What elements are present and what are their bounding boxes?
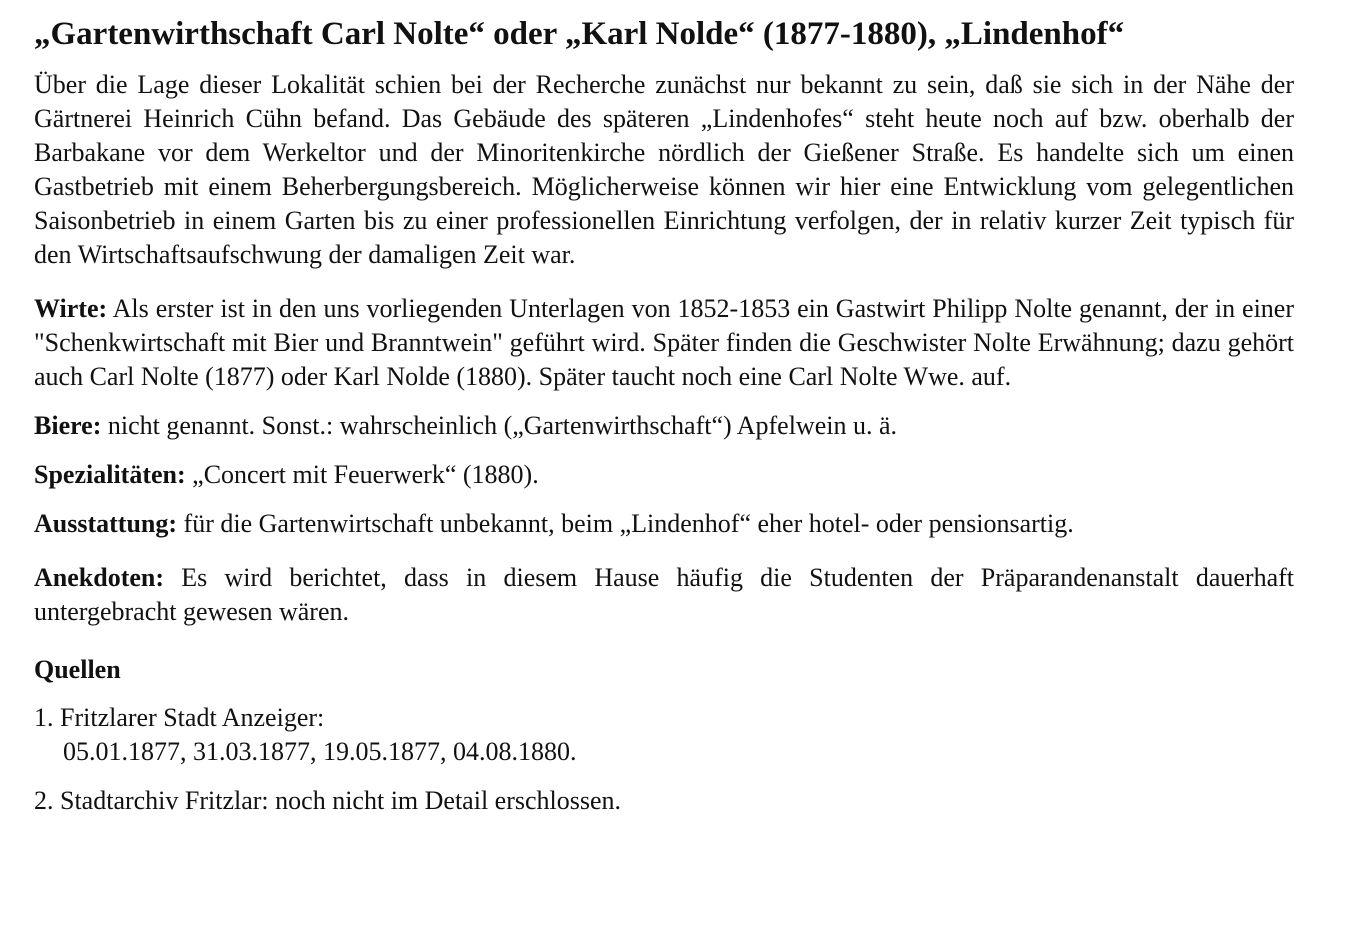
anekdoten-label: Anekdoten: — [34, 563, 165, 592]
biere-paragraph — [34, 409, 1294, 443]
spezialitaeten-label: Spezialitäten: — [34, 460, 186, 489]
source-item — [34, 784, 1294, 818]
ausstattung-paragraph — [34, 507, 1294, 541]
source-item-line: 1. Fritzlarer Stadt Anzeiger: — [34, 703, 325, 732]
ausstattung-text: für die Gartenwirtschaft unbekannt, beim „Lindenhof“ eher hotel- oder pensionsartig. — [177, 509, 1074, 538]
biere-text: nicht genannt. Sonst.: wahrscheinlich („Gartenwirthschaft“) Apfelwein u. ä. — [101, 411, 898, 440]
spezialitaeten-paragraph — [34, 458, 1294, 492]
source-item — [34, 701, 1294, 769]
sources-heading: Quellen — [34, 655, 121, 684]
source-item-line: 2. Stadtarchiv Fritzlar: noch nicht im Detail erschlossen. — [34, 786, 622, 815]
document-title: „Gartenwirthschaft Carl Nolte“ oder „Karl Nolde“ (1877-1880), „Lindenhof“ — [34, 16, 1125, 52]
biere-label: Biere: — [34, 411, 102, 440]
ausstattung-label: Ausstattung: — [34, 509, 178, 538]
wirte-text: Als erster ist in den uns vorliegenden Unterlagen von 1852-1853 ein Gastwirt Philipp Nolte genannt, der in einer "Schenkwirtschaft mit Bier und Branntwein" geführt wird. Später finden die Geschwister Nolte Erwähnung; dazu gehört auch Carl Nolte (1877) oder Karl Nolde (1880). Später taucht noch eine Carl Nolte Wwe. auf. — [34, 294, 1294, 391]
wirte-label: Wirte: — [34, 294, 108, 323]
anekdoten-paragraph — [34, 561, 1294, 629]
intro-paragraph: Über die Lage dieser Lokalität schien bei der Recherche zunächst nur bekannt zu sein, daß sie sich in der Nähe der Gärtnerei Heinrich Cühn befand. Das Gebäude des späteren „Lindenhofes“ steht heute noch auf bzw. oberhalb der Barbakane vor dem Werkeltor und der Minoritenkirche nördlich der Gießener Straße. Es handelte sich um einen Gastbetrieb mit einem Beherbergungsbereich. Möglicherweise können wir hier eine Entwicklung vom gelegentlichen Saisonbetrieb in einem Garten bis zu einer professionellen Einrichtung verfolgen, der in relativ kurzer Zeit typisch für den Wirtschaftsaufschwung der damaligen Zeit war. — [34, 70, 1294, 269]
anekdoten-text: Es wird berichtet, dass in diesem Hause häufig die Studenten der Präparandenanstalt dauerhaft untergebracht gewesen wären. — [34, 563, 1294, 626]
source-item-dates: 05.01.1877, 31.03.1877, 19.05.1877, 04.08.1880. — [63, 737, 577, 766]
spezialitaeten-text: „Concert mit Feuerwerk“ (1880). — [185, 460, 539, 489]
wirte-paragraph — [34, 292, 1294, 394]
